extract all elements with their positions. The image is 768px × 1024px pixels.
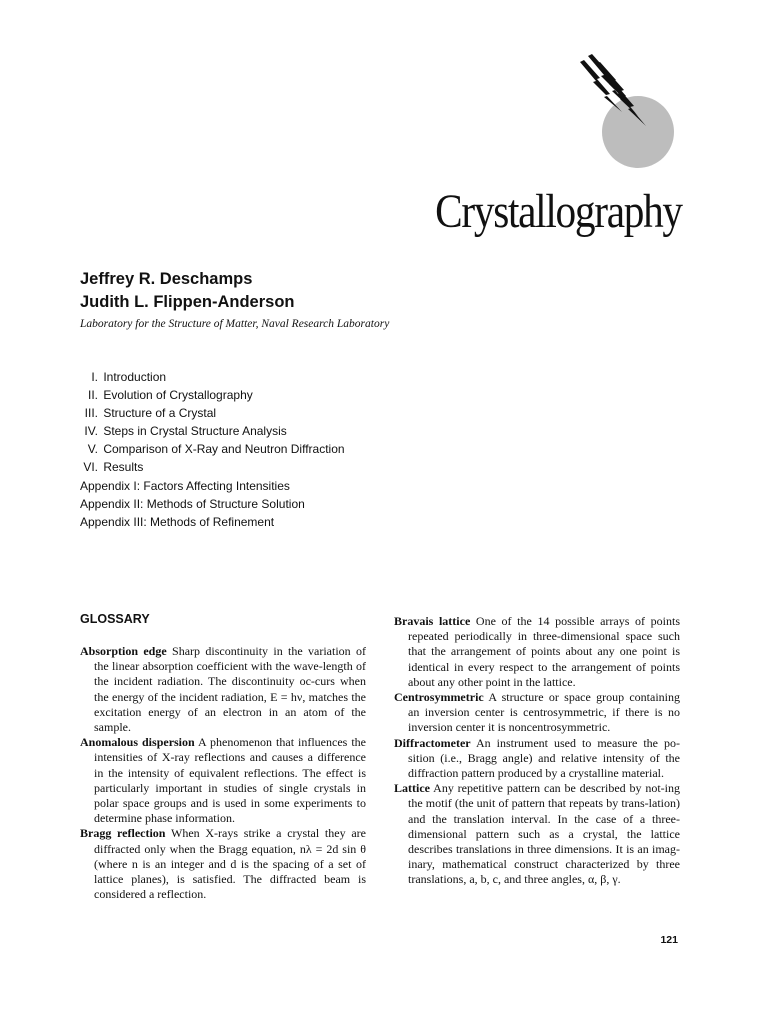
glossary-term: Diffractometer — [394, 735, 471, 750]
glossary-definition: A structure or space group containing an inversion center is centrosymmetric, if there is no inversion center it is noncentrosymmetric. — [408, 690, 680, 735]
author-name: Judith L. Flippen-Anderson — [80, 293, 295, 311]
page-number: 121 — [660, 934, 678, 946]
glossary-entry — [394, 781, 680, 887]
glossary-definition: A phenomenon that influences the intensities of X-ray reflections and causes a difference in the intensity of equivalent reflections. The effect is particularly important in studies of single crystals in polar space groups and is used in some experiments to determine phase information. — [94, 735, 366, 826]
glossary-definition: Sharp discontinuity in the variation of the linear absorption coefficient with the wave-length of the incident radiation. The discontinuity oc-curs when the energy of the incident radiation, E = hν, matches the excitation energy of an electron in an atom of the sample. — [94, 644, 367, 735]
outline-item — [80, 440, 345, 458]
glossary-column-right — [394, 614, 680, 888]
chapter-logo-icon — [578, 52, 684, 170]
chapter-title: Crystallography — [435, 185, 682, 238]
outline-label: Steps in Crystal Structure Analysis — [103, 424, 287, 439]
outline-label: Introduction — [103, 370, 167, 384]
outline-number: V. — [87, 442, 98, 457]
chapter-outline — [80, 368, 345, 531]
glossary-definition: One of the 14 possible arrays of points repeated periodically in three-dimensional space such that the arrangement of points about any one point is identical in every respect to the arrangement of points about any other point in the lattice. — [408, 614, 680, 689]
glossary-column-left — [80, 644, 366, 902]
outline-item — [80, 477, 345, 495]
glossary-term: Lattice — [394, 781, 430, 796]
glossary-entry — [80, 826, 366, 902]
glossary-definition: When X-rays strike a crystal they are diffracted only when the Bragg equation, nλ = 2d sin θ (where n is an integer and d is the spacing of a set of lattice planes), is satisfied. The diffracted beam is considered a reflection. — [94, 826, 366, 902]
glossary-term: Absorption edge — [80, 644, 167, 658]
glossary-entry — [394, 736, 680, 782]
glossary-entry — [394, 614, 680, 690]
glossary-definition: Any repetitive pattern can be described by not-ing the motif (the unit of pattern that repeats by trans-lation) and the translation interval. In the case of a three-dimensional pattern such as a crystal, the lattice describes translations in three dimensions. It is an imag-inary, mathematical construct characterized by three translations, a, b, c, and three angles, α, β, γ. — [408, 781, 680, 887]
outline-item — [80, 368, 345, 386]
glossary-term: Bragg reflection — [80, 826, 166, 841]
glossary-heading: GLOSSARY — [80, 612, 150, 626]
outline-item — [80, 422, 345, 440]
outline-number: VI. — [83, 460, 98, 475]
outline-item — [80, 404, 345, 422]
outline-label: Results — [103, 460, 144, 475]
glossary-term: Bravais lattice — [394, 614, 471, 628]
glossary-entry — [80, 735, 366, 826]
outline-number: I. — [91, 370, 98, 384]
outline-label: Evolution of Crystallography — [103, 388, 253, 403]
author-block — [80, 268, 389, 330]
logo-circle — [602, 96, 674, 168]
glossary-term: Centrosymmetric — [394, 690, 484, 705]
outline-label: Appendix II: Methods of Structure Solution — [80, 496, 305, 511]
outline-label: Structure of a Crystal — [103, 406, 217, 421]
outline-item — [80, 495, 345, 513]
author-name: Jeffrey R. Deschamps — [80, 270, 253, 288]
glossary-definition: An instrument used to measure the po-sition (i.e., Bragg angle) and relative intensity of the diffraction pattern produced by a crystalline material. — [408, 735, 680, 781]
glossary-term: Anomalous dispersion — [80, 735, 195, 750]
outline-item — [80, 386, 345, 404]
outline-label: Comparison of X-Ray and Neutron Diffraction — [103, 442, 345, 457]
author-affiliation: Laboratory for the Structure of Matter, Naval Research Laboratory — [80, 318, 390, 330]
outline-item — [80, 458, 345, 476]
outline-label: Appendix III: Methods of Refinement — [80, 514, 275, 529]
glossary-entry — [80, 644, 366, 735]
outline-label: Appendix I: Factors Affecting Intensities — [80, 478, 290, 493]
outline-number: IV. — [84, 424, 98, 439]
outline-item — [80, 513, 345, 531]
glossary-entry — [394, 690, 680, 736]
outline-number: II. — [87, 388, 98, 403]
outline-number: III. — [84, 406, 98, 421]
